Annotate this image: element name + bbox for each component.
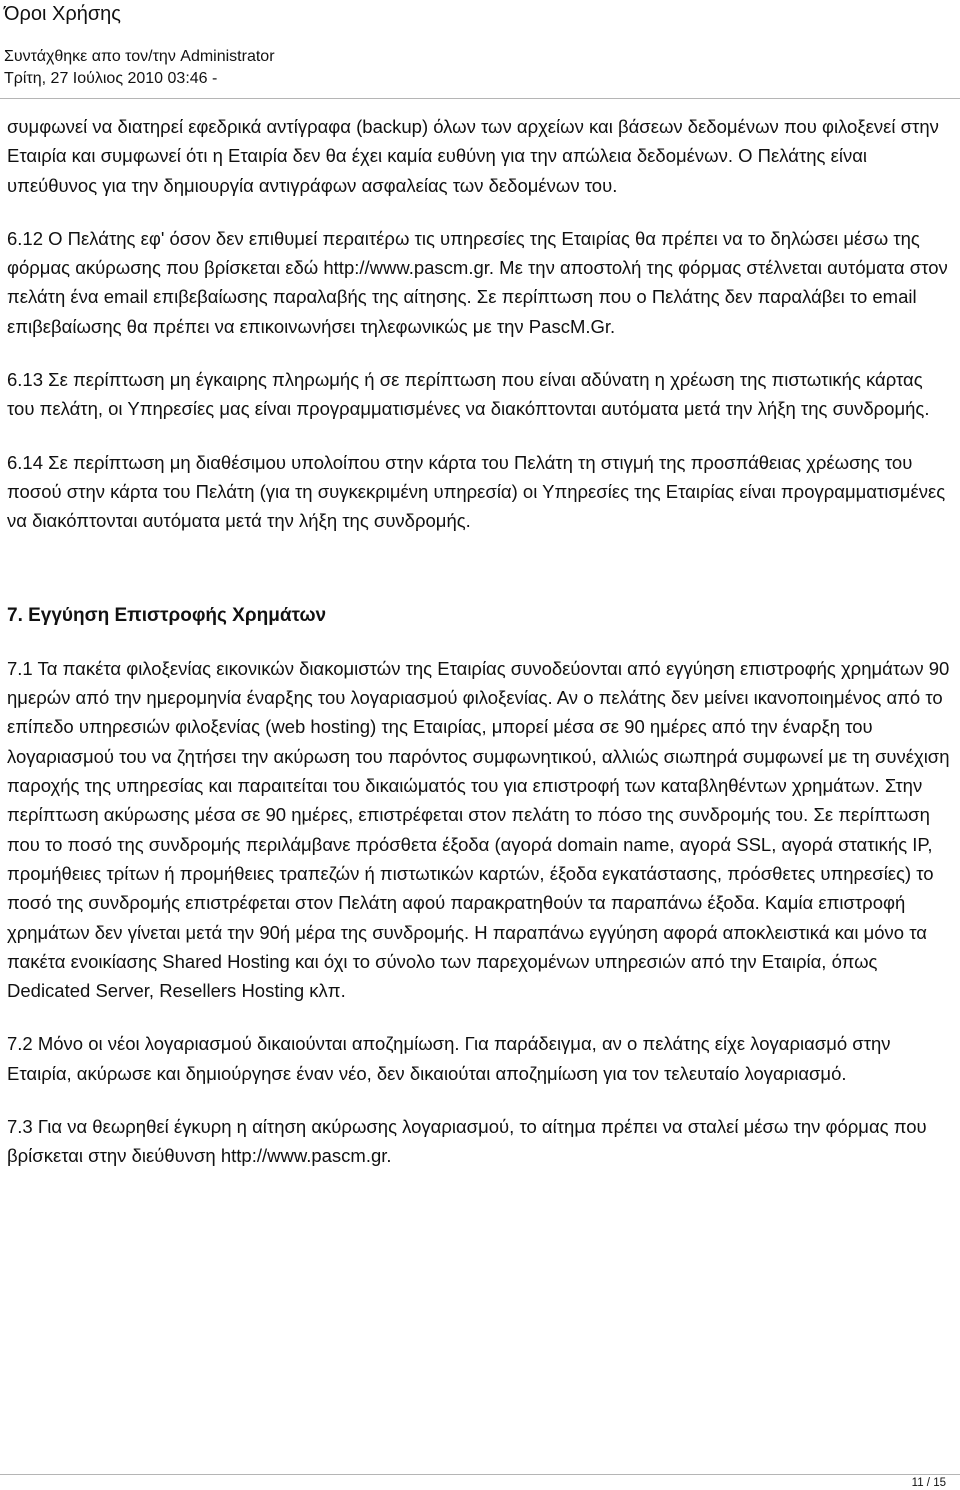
author-line: Συντάχθηκε απο τον/την Administrator [4,48,275,65]
paragraph-7-2: 7.2 Μόνο οι νέοι λογαριασμού δικαιούνται αποζημίωση. Για παράδειγμα, αν ο πελάτης είχε λογαριασμό στην Εταιρία, ακύρωσε και δημιούργησε έναν νέο, δεν δικαιούται αποζημίωση για τον τελευταίο λογαριασμό. [7,1033,891,1084]
document-title: Όροι Χρήσης [4,3,121,25]
footer-divider [0,1474,960,1475]
paragraph-6-14: 6.14 Σε περίπτωση μη διαθέσιμου υπολοίπου στην κάρτα του Πελάτη τη στιγμή της προσπάθειας χρέωσης του ποσού στην κάρτα του Πελάτη (για τη συγκεκριμένη υπηρεσία) οι Υπηρεσίες της Εταιρίας είναι προγραμματισμένες να διακόπτονται αυτόματα μετά την λήξη της συνδρομής. [7,451,946,532]
paragraph-6-13: 6.13 Σε περίπτωση μη έγκαιρης πληρωμής ή σε περίπτωση που είναι αδύνατη η χρέωση της πιστωτικής κάρτας του πελάτη, οι Υπηρεσίες μας είναι προγραμματισμένες να διακόπτονται αυτόματα μετά την λήξη της συνδρομής. [7,369,930,420]
paragraph-6-12: 6.12 Ο Πελάτης εφ' όσον δεν επιθυμεί περαιτέρω τις υπηρεσίες της Εταιρίας θα πρέπει να το δηλώσει μέσω της φόρμας ακύρωσης που βρίσκεται εδώ http://www.pascm.gr. Με την αποστολή της φόρμας στέλνεται αυτόματα στον πελάτη ένα email επιβεβαίωσης παραλαβής της αίτησης. Σε περίπτωση που ο Πελάτης δεν παραλάβει το email επιβεβαίωσης θα πρέπει να επικοινωνήσει τηλεφωνικώς με την PascM.Gr. [7,227,948,337]
page-number: 11 / 15 [911,1477,946,1489]
intro-paragraph: συμφωνεί να διατηρεί εφεδρικά αντίγραφα (backup) όλων των αρχείων και βάσεων δεδομένων που φιλοξενεί στην Εταιρία και συμφωνεί ότι η Εταιρία δεν θα έχει καμία ευθύνη για την απώλεια δεδομένων. Ο Πελάτης είναι υπεύθυνος για την δημιουργία αντιγράφων ασφαλείας των δεδομένων του. [7,116,939,196]
document-body [7,112,952,1171]
paragraph-7-3: 7.3 Για να θεωρηθεί έγκυρη η αίτηση ακύρωσης λογαριασμού, το αίτημα πρέπει να σταλεί μέσω την φόρμας που βρίσκεται στην διεύθυνση http://www.pascm.gr. [7,1116,927,1167]
header-divider [0,98,960,99]
section-7-heading: 7. Εγγύηση Επιστροφής Χρημάτων [7,604,327,626]
date-line: Τρίτη, 27 Ιούλιος 2010 03:46 - [4,70,218,87]
paragraph-7-1: 7.1 Τα πακέτα φιλοξενίας εικονικών διακομιστών της Εταιρίας συνοδεύονται από εγγύηση επιστροφής χρημάτων 90 ημερών από την ημερομηνία έναρξης του λογαριασμού φιλοξενίας. Αν ο πελάτης δεν μείνει ικανοποιημένος από το επίπεδο υπηρεσιών φιλοξενίας (web hosting) της Εταιρίας, μπορεί μέσα σε 90 ημέρες από την έναρξη του λογαριασμού του να ζητήσει την ακύρωση του παρόντος συμφωνητικού, αλλιώς σιωπηρά συμφωνεί με τη συνέχιση παροχής της υπηρεσίας και παραιτείται του δικαιώματός του για επιστροφή των καταβληθέντων χρημάτων. Στην περίπτωση ακύρωσης μέσα σε 90 ημέρες, επιστρέφεται στον πελάτη το πόσο της συνδρομής του. Σε περίπτωση που το ποσό της συνδρομής περιλάμβανε πρόσθετα έξοδα (αγορά domain name, αγορά SSL, αγορά στατικής IP, προμήθειες τρίτων ή προμήθειες τραπεζών ή πιστωτικών καρτών, έξοδα εγκατάστασης, πρόσθετες υπηρεσίες) το ποσό της συνδρομής επιστρέφεται στον Πελάτη αφού παρακρατηθούν τα παραπάνω έξοδα. Καμία επιστροφή χρημάτων δεν γίνεται μετά την 90ή μέρα της συνδρομής. Η παραπάνω εγγύηση αφορά αποκλειστικά και μόνο τα πακέτα ενοικίασης Shared Hosting και όχι το σύνολο των παρεχομένων υπηρεσιών από την Εταιρία, όπως Dedicated Server, Resellers Hosting κλπ. [7,657,950,1002]
document-header [4,0,954,90]
